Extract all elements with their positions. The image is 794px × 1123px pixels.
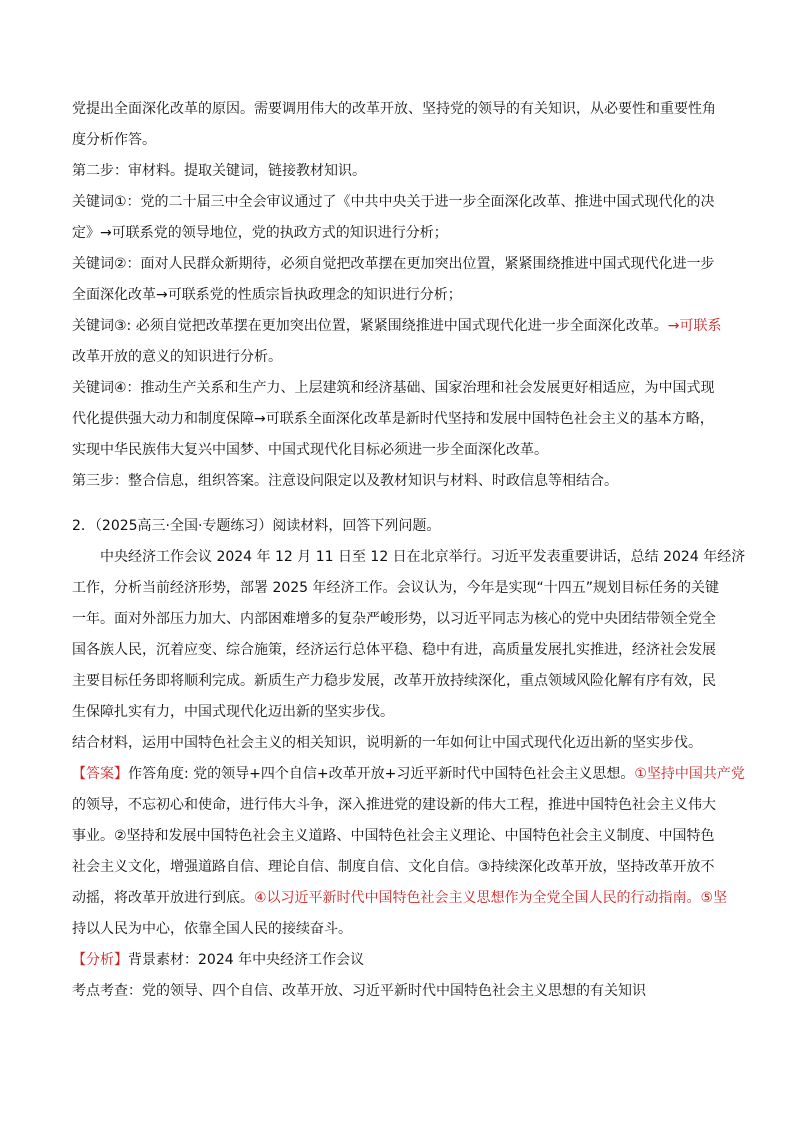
analysis-line: 考点考查：党的领导、四个自信、改革开放、习近平新时代中国特色社会主义思想的有关知识	[72, 983, 646, 999]
step-three: 第三步：整合信息，组织答案。注意设问限定以及教材知识与材料、时政信息等相结合。	[72, 473, 618, 489]
keyword-4-line: 代化提供强大动力和制度保障→可联系全面深化改革是新时代坚持和发展中国特色社会主义的基本方略，	[72, 411, 714, 427]
keyword-3-link: →可联系	[667, 318, 722, 334]
material-line: 国各族人民，沉着应变、综合施策，经济运行总体平稳、稳中有进，高质量发展扎实推进，经济社会发展	[72, 642, 716, 658]
material-line: 生保障扎实有力，中国式现代化迈出新的坚实步伐。	[72, 704, 394, 720]
answer-line: 事业。②坚持和发展中国特色社会主义道路、中国特色社会主义理论、中国特色社会主义制度、中国特色	[72, 828, 715, 844]
question-2	[72, 511, 746, 1007]
answer-line: 持以人民为中心，依靠全国人民的接续奋斗。	[72, 921, 352, 937]
paragraph-line: 度分析作答。	[72, 132, 156, 148]
question-header: 2．（2025高三·全国·专题练习）阅读材料，回答下列问题。	[72, 518, 441, 534]
keyword-4-line: 实现中华民族伟大复兴中国梦、中国式现代化目标必须进一步全面深化改革。	[72, 442, 548, 458]
material-line: 一年。面对外部压力加大、内部困难增多的复杂严峻形势，以习近平同志为核心的党中央团结带领全党全	[72, 611, 716, 627]
keyword-3-line: 改革开放的意义的知识进行分析。	[72, 349, 282, 365]
keyword-2-line: 全面深化改革→可联系党的性质宗旨执政理念的知识进行分析；	[72, 287, 462, 303]
step-two: 第二步：审材料。提取关键词，链接教材知识。	[72, 163, 366, 179]
answer-line	[72, 759, 745, 790]
keyword-3-line	[72, 311, 722, 342]
material-line: 中央经济工作会议 2024 年 12 月 11 日至 12 日在北京举行。习近平发表重要讲话，总结 2024 年经济	[100, 549, 746, 565]
answer-line: 社会主义文化，增强道路自信、理论自信、制度自信、文化自信。③持续深化改革开放，坚持改革开放不	[72, 859, 715, 875]
analysis-line	[72, 945, 722, 976]
answer-angle: 作答角度: 党的领导+四个自信+改革开放+习近平新时代中国特色社会主义思想。	[128, 766, 635, 782]
paragraph-line: 党提出全面深化改革的原因。需要调用伟大的改革开放、坚持党的领导的有关知识，从必要性和重要性角	[72, 101, 716, 117]
keyword-3-text: 关键词③: 必须自觉把改革摆在更加突出位置，紧紧围绕推进中国式现代化进一步全面深化改革。	[72, 318, 668, 334]
keyword-1-line: 定》→可联系党的领导地位，党的执政方式的知识进行分析；	[72, 225, 448, 241]
answer-tag: 【答案】	[72, 766, 128, 782]
answer-line: 的领导，不忘初心和使命，进行伟大斗争，深入推进党的建设新的伟大工程，推进中国特色社会主义伟大	[72, 797, 716, 813]
answer-line	[72, 883, 728, 914]
answer-point-1: ①坚持中国共产党	[634, 766, 745, 782]
keyword-2-line: 关键词②：面对人民群众新期待，必须自觉把改革摆在更加突出位置，紧紧围绕推进中国式现代化进一步	[72, 256, 715, 272]
answer-point-4: ④以习近平新时代中国特色社会主义思想作为全党全国人民的行动指南。⑤坚	[254, 890, 728, 906]
analysis-text: 背景素材：2024 年中央经济工作会议	[128, 952, 365, 968]
keyword-1-line: 关键词①：党的二十届三中全会审议通过了《中共中央关于进一步全面深化改革、推进中国式现代化的决	[72, 194, 715, 210]
material-line: 主要目标任务即将顺利完成。新质生产力稳步发展，改革开放持续深化，重点领域风险化解有序有效，民	[72, 673, 716, 689]
analysis-tag: 【分析】	[72, 952, 128, 968]
analysis-steps	[72, 94, 722, 497]
keyword-4-line: 关键词④：推动生产关系和生产力、上层建筑和经济基础、国家治理和社会发展更好相适应，为中国式现	[72, 380, 715, 396]
answer-text: 动摇，将改革开放进行到底。	[72, 890, 254, 906]
material-line: 工作，分析当前经济形势，部署 2025 年经济工作。会议认为，今年是实现“十四五”规划目标任务的关键	[72, 580, 720, 596]
question-prompt: 结合材料，运用中国特色社会主义的相关知识，说明新的一年如何让中国式现代化迈出新的坚实步伐。	[72, 735, 702, 751]
